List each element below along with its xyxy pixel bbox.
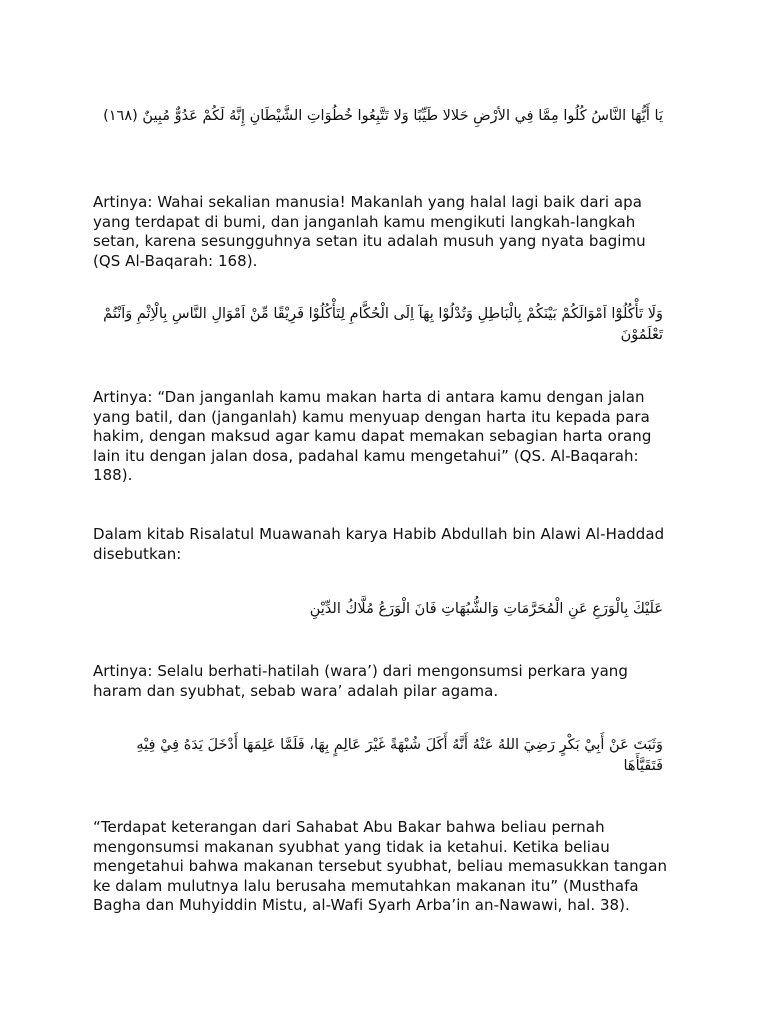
risalatul-muawanah-intro: Dalam kitab Risalatul Muawanah karya Habib Abdullah bin Alawi Al-Haddad disebutkan: xyxy=(93,525,665,563)
wara-quote-translation: Artinya: Selalu berhati-hatilah (wara’) dari mengonsumsi perkara yang haram dan syubhat, sebab wara’ adalah pilar agama. xyxy=(93,662,628,700)
quran-verse-baqarah-188-arabic: وَلَا تَأْكُلُوْٓا اَمْوَالَكُمْ بَيْنَكُمْ بِالْبَاطِلِ وَتُدْلُوْا بِهَآ اِلَى الْحُكَّامِ لِتَأْكُلُوْا فَرِيْقًا مِّنْ اَمْوَالِ النَّاسِ بِالْاِثْمِ وَاَنْتُمْ تَعْلَمُوْنَ xyxy=(103,306,663,343)
abu-bakar-narration-arabic: وَثَبَتَ عَنْ أَبِيْ بَكْرٍ رَضِيَ اللهُ عَنْهُ أَنَّهُ أَكَلَ شُبْهَةً غَيْرَ عَالِمٍ بِهَا، فَلَمَّا عَلِمَهَا أَدْخَلَ يَدَهُ فِيْ فِيْهِ فَتَقَيَّأَهَا xyxy=(136,737,663,774)
translation-baqarah-168: Artinya: Wahai sekalian manusia! Makanlah yang halal lagi baik dari apa yang terdapat di bumi, dan janganlah kamu mengikuti langkah-langkah setan, karena sesungguhnya setan itu adalah musuh yang nyata bagimu (QS Al-Baqarah: 168). xyxy=(93,193,646,270)
translation-baqarah-188: Artinya: “Dan janganlah kamu makan harta di antara kamu dengan jalan yang batil, dan (janganlah) kamu menyuap dengan harta itu kepada para hakim, dengan maksud agar kamu dapat memakan sebagian harta orang lain itu dengan jalan dosa, padahal kamu mengetahui” (QS. Al-Baqarah: 188). xyxy=(93,388,652,485)
abu-bakar-narration-translation: “Terdapat keterangan dari Sahabat Abu Bakar bahwa beliau pernah mengonsumsi makanan syubhat yang tidak ia ketahui. Ketika beliau mengetahui bahwa makanan tersebut syubhat, beliau memasukkan tangan ke dalam mulutnya lalu berusaha memutahkan makanan itu” (Musthafa Bagha dan Muhyiddin Mistu, al-Wafi Syarh Arba’in an-Nawawi, hal. 38). xyxy=(93,818,668,915)
wara-quote-arabic: عَلَيْكَ بِالْوَرَعِ عَنِ الْمُحَرَّمَاتِ وَالشُّبُهَاتِ فَانَ الْوَرَعُ مُلَّاكُ الدِّيْنِ xyxy=(309,601,663,617)
quran-verse-baqarah-168-arabic: يَا أَيُّهَا النَّاسُ كُلُوا مِمَّا فِي الأرْضِ حَلالا طَيِّبًا وَلا تَتَّبِعُوا خُطُوَاتِ الشَّيْطَانِ إِنَّهُ لَكُمْ عَدُوٌّ مُبِينٌ (١٦٨) xyxy=(103,108,663,124)
